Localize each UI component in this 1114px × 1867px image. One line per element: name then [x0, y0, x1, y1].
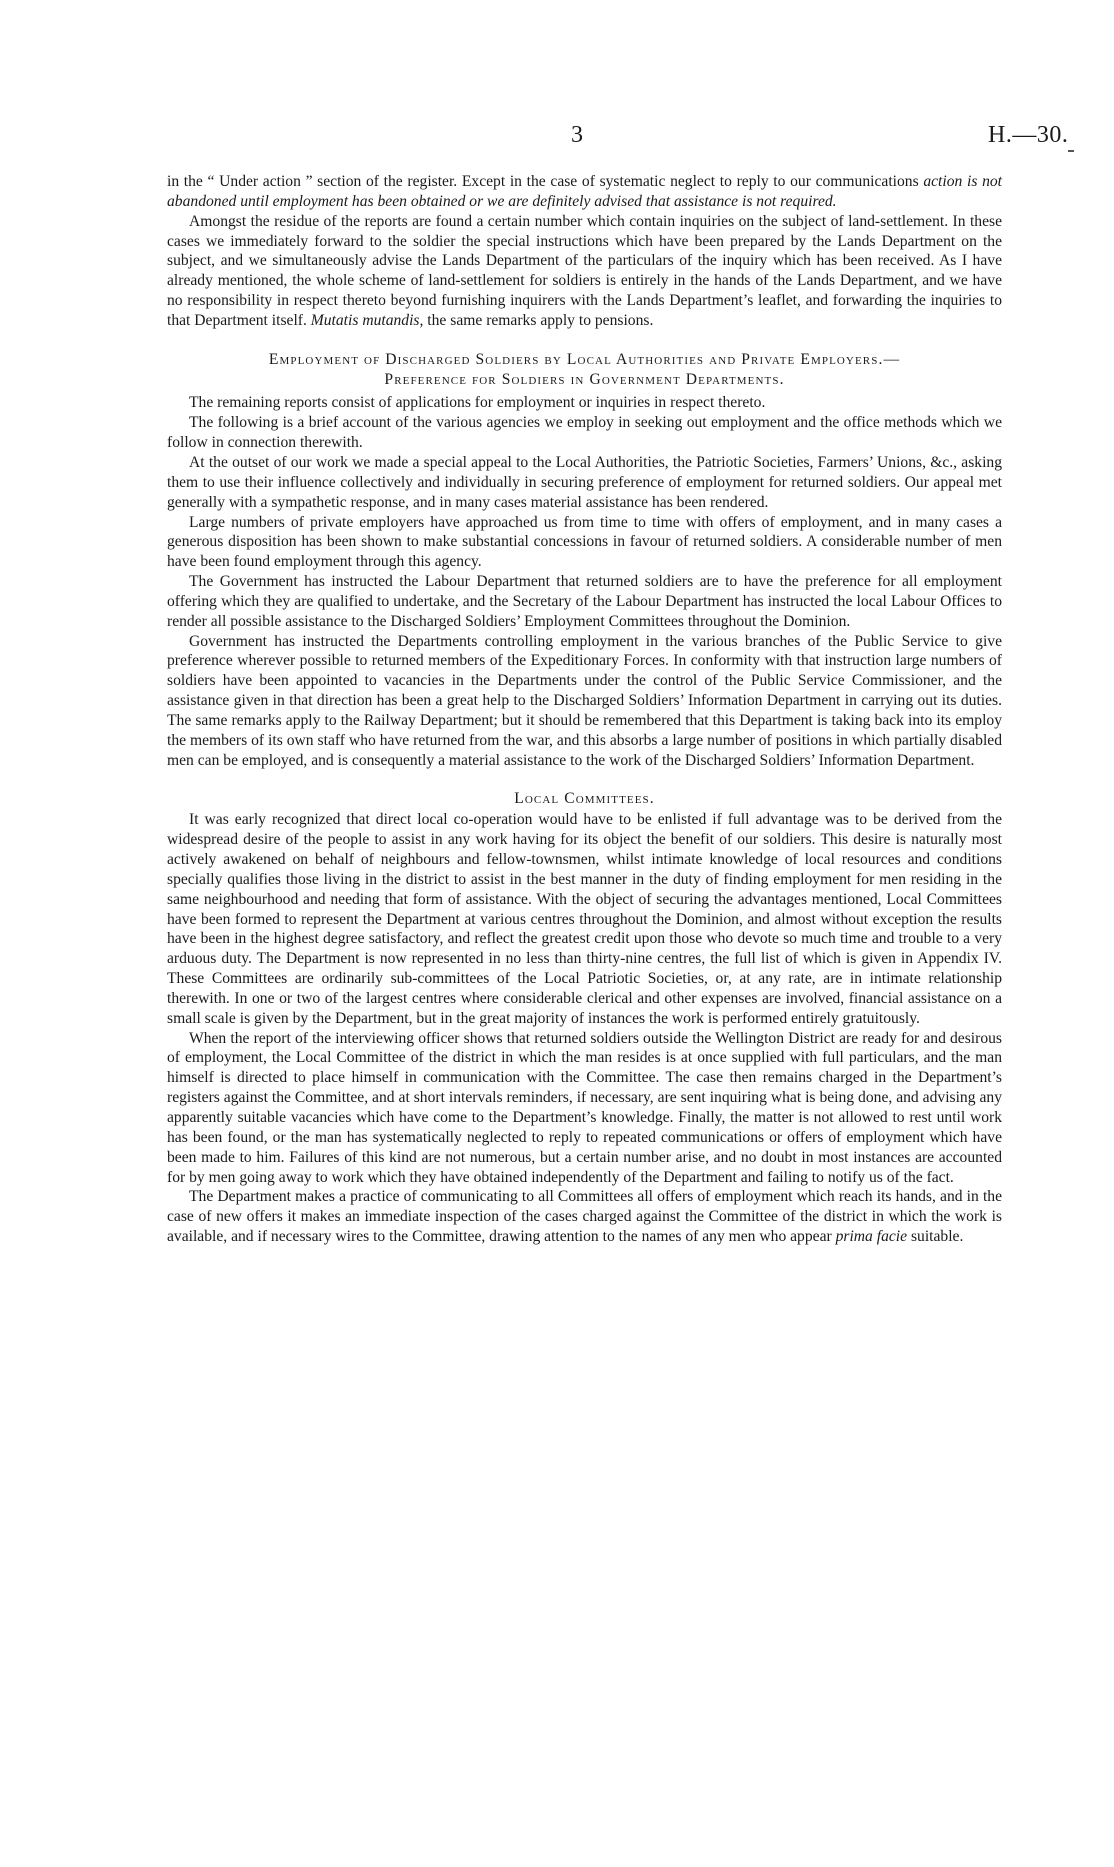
paragraph-public-service: Government has instructed the Departments controlling employment in the various branches of the Public Service to give preference wherever possible to returned members of the Expeditionary Forces. In conformity with that instruction large numbers of soldiers have been appointed to vacancies in the Departments under the control of the Public Service Commissioner, and the assistance given in that direction has been a great help to the Discharged Soldiers’ Information Department in carrying out its duties. The same remarks apply to the Railway Department; but it should be remembered that this Department is taking back into its employ the members of its own staff who have returned from the war, and this absorbs a large number of positions in which partially disabled men can be employed, and is consequently a material assistance to the work of the Discharged Soldiers’ Information Department.	[167, 632, 1002, 769]
section-heading-line: Employment of Discharged Soldiers by Local Authorities and Private Employers.—	[268, 350, 901, 368]
paragraph-continued	[167, 172, 1002, 212]
section-heading-employment	[167, 350, 1002, 390]
paragraph-text: The Department makes a practice of communicating to all Committees all offers of employment which reach its hands, and in the case of new offers it makes an immediate inspection of the cases charged against the Committee of the district in which the work is available, and if necessary wires to the Committee, drawing attention to the names of any men who appear	[167, 1188, 1002, 1246]
paragraph-text-tail: the same remarks apply to pensions.	[423, 311, 654, 329]
paragraph-remaining-reports: The remaining reports consist of applications for employment or inquiries in respect thereto.	[189, 394, 766, 412]
paragraph-local-cooperation: It was early recognized that direct local co-operation would have to be enlisted if full advantage was to be derived from the widespread desire of the people to assist in any work having for its object the benefit of our soldiers. This desire is naturally most actively awakened on behalf of neighbours and fellow-townsmen, whilst intimate knowledge of local resources and conditions specially qualifies those living in the district to assist in the best manner in the duty of finding employment for men residing in the same neighbourhood and needing that form of assistance. With the object of securing the advantages mentioned, Local Committees have been formed to represent the Department at various centres throughout the Dominion, and almost without exception the results have been in the highest degree satisfactory, and reflect the greatest credit upon those who devote so much time and trouble to a very arduous duty. The Department is now represented in no less than thirty-nine centres, the full list of which is given in Appendix IV. These Committees are ordinarily sub-committees of the Local Patriotic Societies, or, at any rate, are in intimate relationship therewith. In one or two of the largest centres where considerable clerical and other expenses are involved, financial assistance on a small scale is given by the Department, but in the great majority of instances the work is performed entirely gratuitously.	[167, 811, 1002, 1027]
section-heading-line: Preference for Soldiers in Government Departments.	[384, 370, 785, 388]
paragraph-text-tail: suitable.	[907, 1228, 964, 1246]
paragraph-private-employers: Large numbers of private employers have approached us from time to time with offers of employment, and in many cases a generous disposition has been shown to make substantial concessions in favour of returned soldiers. A considerable number of men have been found employment through this agency.	[167, 513, 1002, 571]
paragraph-local-authorities: At the outset of our work we made a special appeal to the Local Authorities, the Patriotic Societies, Farmers’ Unions, &c., asking them to use their influence collectively and individually in securing preference of employment for returned soldiers. Our appeal met generally with a sympathetic response, and in many cases material assistance has been rendered.	[167, 453, 1002, 511]
paragraph-offers	[167, 1187, 1002, 1247]
page-header	[0, 122, 1114, 152]
paragraph-land-settlement	[167, 212, 1002, 331]
italic-emphasis: action is not abandoned until employment has been obtained or we are definitely advised that assistance is not required.	[167, 173, 1002, 210]
paragraph-labour-department: The Government has instructed the Labour Department that returned soldiers are to have the preference for all employment offering which they are qualified to undertake, and the Secretary of the Labour Department has instructed the local Labour Offices to render all possible assistance to the Discharged Soldiers’ Employment Committees throughout the Dominion.	[167, 573, 1002, 630]
paragraph-agencies: The following is a brief account of the various agencies we employ in seeking out employment and the office methods which we follow in connection therewith.	[167, 414, 1002, 452]
margin-mark	[1068, 150, 1074, 152]
paper-reference: H.—30.	[988, 122, 1069, 148]
italic-phrase: Mutatis mutandis,	[310, 311, 424, 329]
paragraph-interviewing-officer: When the report of the interviewing officer shows that returned soldiers outside the Wellington District are ready for and desirous of employment, the Local Committee of the district in which the man resides is at once supplied with full particulars, and the man himself is directed to place himself in communication with the Committee. The case then remains charged in the Department’s registers against the Committee, and at short intervals reminders, if necessary, are sent inquiring what is being done, and advising any apparently suitable vacancies which have come to the Department’s knowledge. Finally, the matter is not allowed to rest until work has been found, or the man has systematically neglected to reply to repeated communications or offers of employment which have been made to him. Failures of this kind are not numerous, but a certain number arise, and no doubt in most instances are accounted for by men going away to work which they have obtained independently of the Department and failing to notify us of the fact.	[167, 1029, 1002, 1186]
section-heading-local-committees: Local Committees.	[514, 790, 655, 808]
italic-phrase: prima facie	[835, 1228, 908, 1246]
page-number: 3	[571, 122, 583, 148]
document-body	[167, 172, 1002, 1247]
paragraph-text: in the “ Under action ” section of the register. Except in the case of systematic neglect to reply to our communications	[167, 173, 924, 190]
paragraph-text: Amongst the residue of the reports are found a certain number which contain inquiries on the subject of land-settlement. In these cases we immediately forward to the soldier the special instructions which have been prepared by the Lands Department on the subject, and we simultaneously advise the Lands Department of the particulars of the inquiry which has been received. As I have already mentioned, the whole scheme of land-settlement for soldiers is entirely in the hands of the Lands Department, and we have no responsibility in respect thereto beyond furnishing inquirers with the Lands Department’s leaflet, and forwarding the inquiries to that Department itself.	[167, 212, 1002, 329]
